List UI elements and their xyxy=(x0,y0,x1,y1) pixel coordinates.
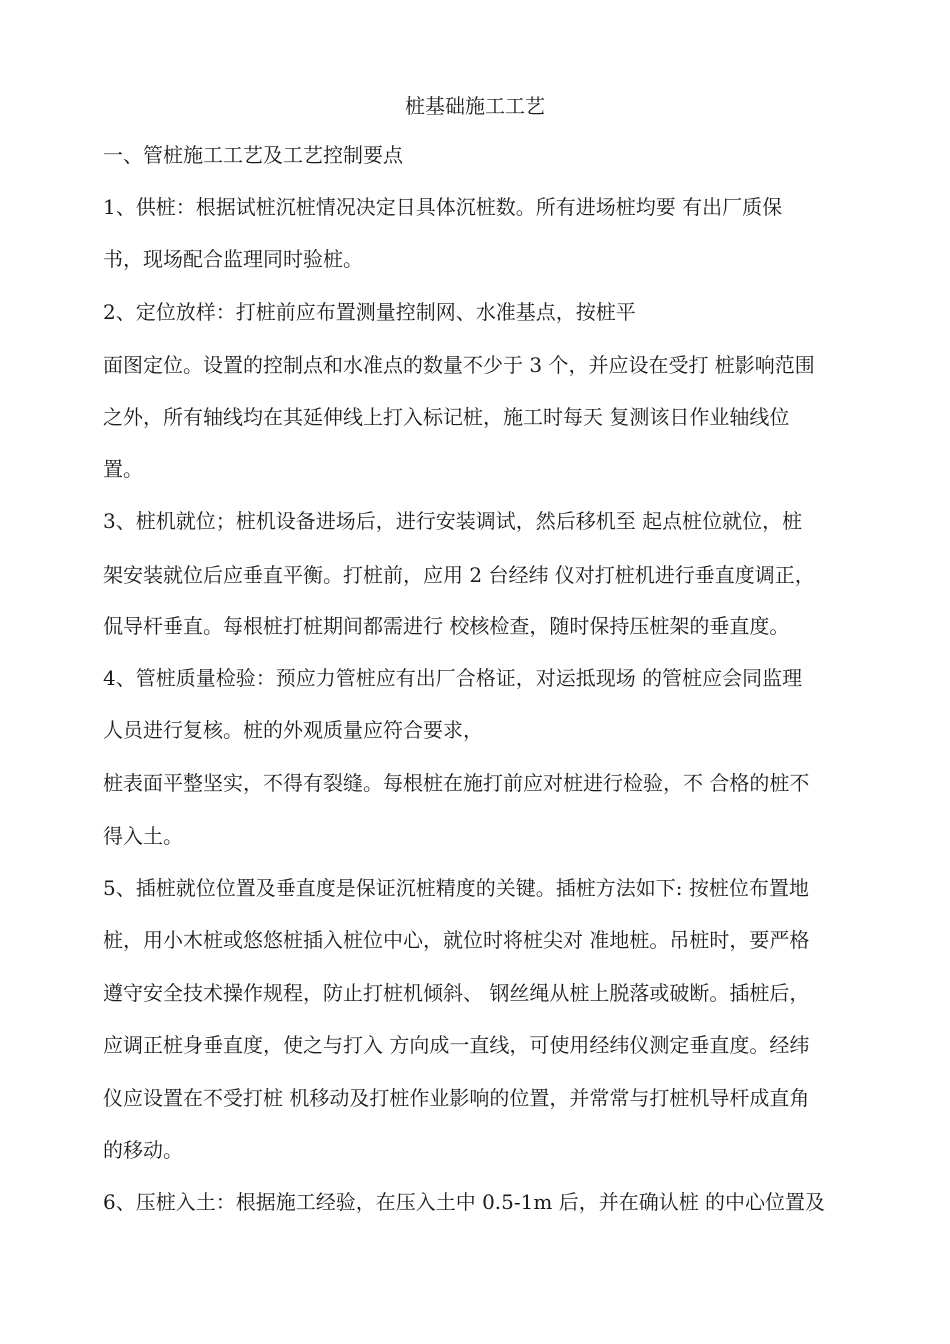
paragraph-line: 遵守安全技术操作规程，防止打桩机倾斜、 钢丝绳从桩上脱落或破断。插桩后， xyxy=(103,981,810,1005)
paragraph-line: 4、管桩质量检验：预应力管桩应有出厂合格证，对运抵现场 的管桩应会同监理 xyxy=(103,666,803,690)
paragraph-line: 1、供桩：根据试桩沉桩情况决定日具体沉桩数。所有进场桩均要 有出厂质保 xyxy=(103,195,783,219)
paragraph-line: 面图定位。设置的控制点和水准点的数量不少于 3 个，并应设在受打 桩影响范围 xyxy=(103,353,815,377)
paragraph-line: 2、定位放样：打桩前应布置测量控制网、水准基点，按桩平 xyxy=(103,300,636,324)
paragraph-line: 桩表面平整坚实，不得有裂缝。每根桩在施打前应对桩进行检验，不 合格的桩不 xyxy=(103,771,810,795)
paragraph-line: 架安装就位后应垂直平衡。打桩前，应用 2 台经纬 仪对打桩机进行垂直度调正， xyxy=(103,563,815,587)
section-heading: 一、管桩施工工艺及工艺控制要点 xyxy=(103,143,403,167)
paragraph-line: 6、压桩入土：根据施工经验，在压入土中 0.5-1m 后，并在确认桩 的中心位置及 xyxy=(103,1190,826,1214)
paragraph-line: 的移动。 xyxy=(103,1138,183,1162)
paragraph-line: 人员进行复核。桩的外观质量应符合要求， xyxy=(103,718,483,742)
document-title: 桩基础施工工艺 xyxy=(405,94,545,118)
paragraph-line: 书，现场配合监理同时验桩。 xyxy=(103,247,363,271)
paragraph-line: 之外，所有轴线均在其延伸线上打入标记桩，施工时每天 复测该日作业轴线位 xyxy=(103,405,790,429)
paragraph-line: 应调正桩身垂直度，使之与打入 方向成一直线，可使用经纬仪测定垂直度。经纬 xyxy=(103,1033,810,1057)
paragraph-line: 3、桩机就位；桩机设备进场后，进行安装调试，然后移机至 起点桩位就位，桩 xyxy=(103,509,803,533)
paragraph-line: 仪应设置在不受打桩 机移动及打桩作业影响的位置，并常常与打桩机导杆成直角 xyxy=(103,1086,810,1110)
paragraph-line: 桩，用小木桩或悠悠桩插入桩位中心，就位时将桩尖对 准地桩。吊桩时，要严格 xyxy=(103,928,810,952)
paragraph-line: 侃导杆垂直。每根桩打桩期间都需进行 校核检查，随时保持压桩架的垂直度。 xyxy=(103,614,790,638)
paragraph-line: 置。 xyxy=(103,457,143,481)
paragraph-line: 得入土。 xyxy=(103,824,183,848)
paragraph-line: 5、插桩就位位置及垂直度是保证沉桩精度的关键。插桩方法如下: 按桩位布置地 xyxy=(103,876,809,900)
